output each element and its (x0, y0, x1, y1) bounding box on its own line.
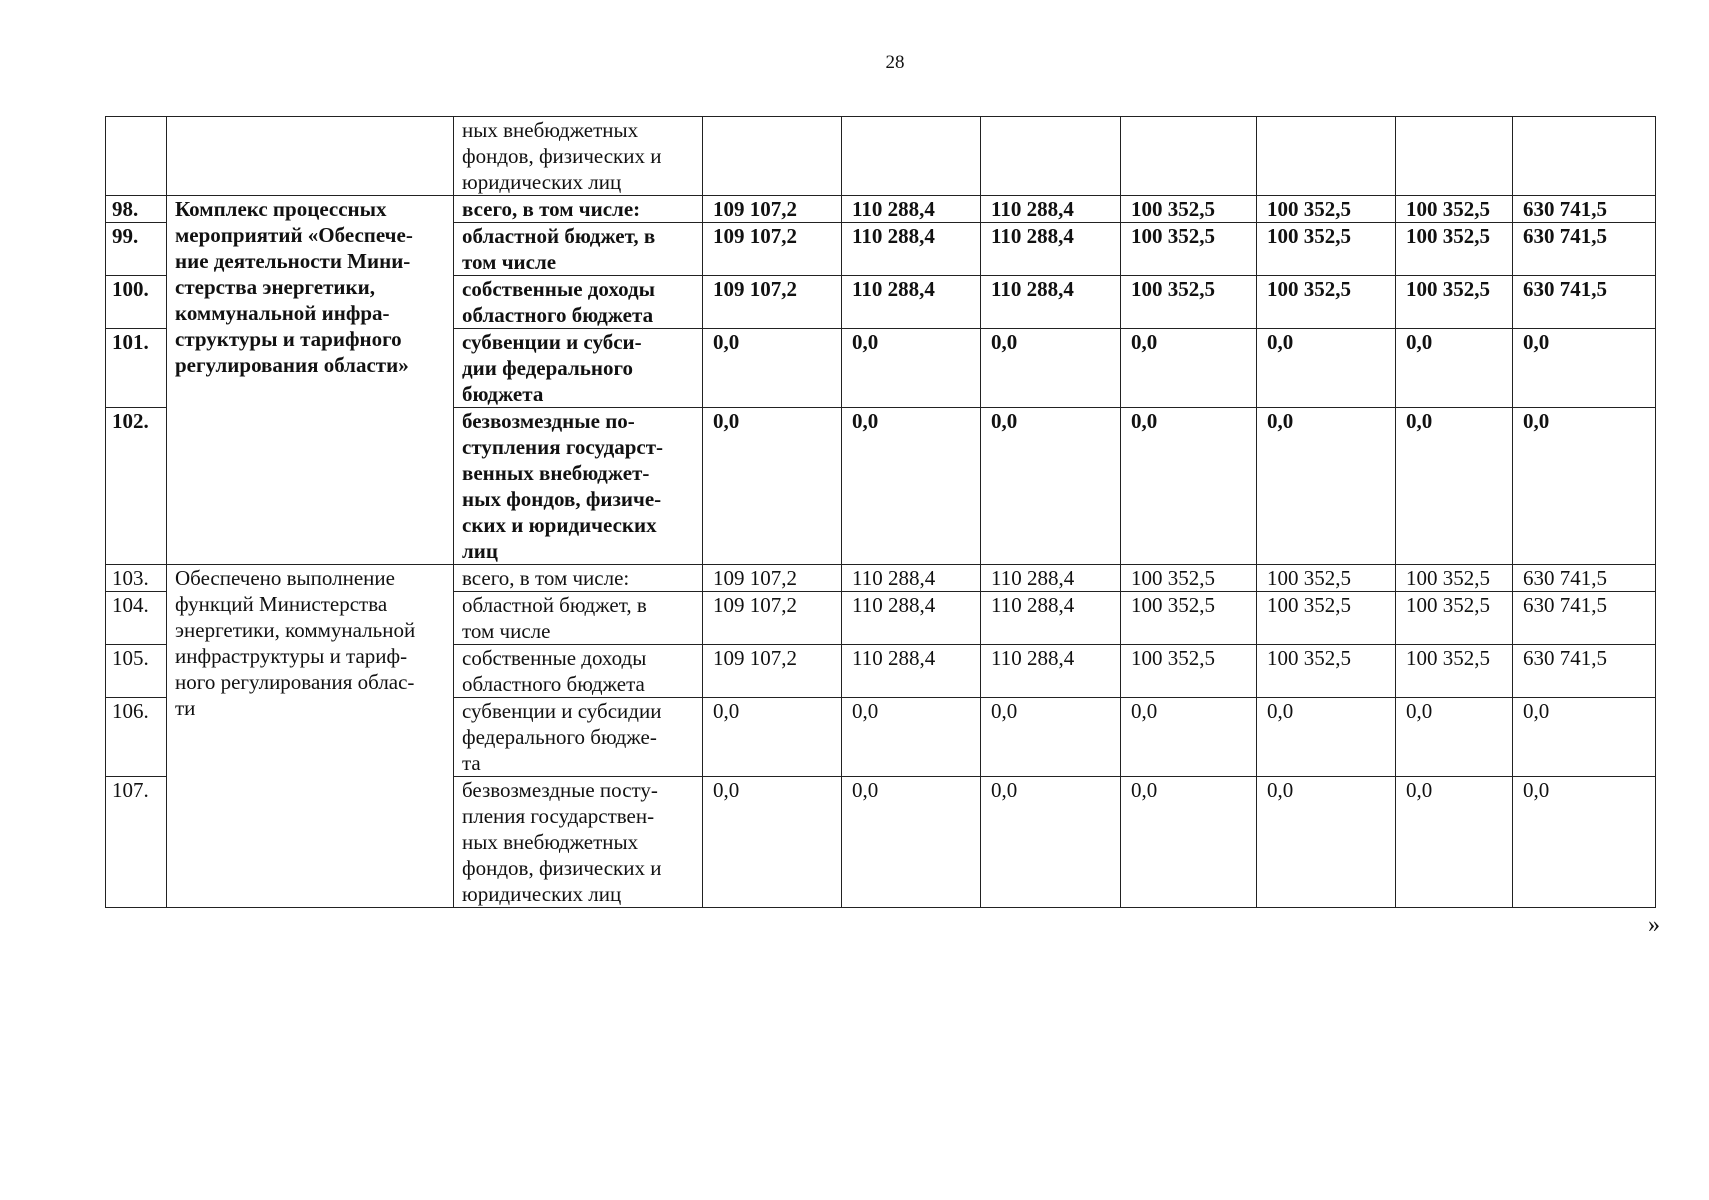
row-description-cell: Комплекс процессных мероприятий «Обеспече- ние деятельности Мини- стерства энергетики, коммунальной инфра- структуры и тарифного регулирования области» (167, 196, 454, 565)
value-cell: 100 352,5 (1257, 645, 1396, 698)
funding-source-cell: собственные доходы областного бюджета (454, 276, 703, 329)
value-cell: 0,0 (703, 408, 842, 565)
table-row (106, 196, 1656, 223)
funding-source-cell: собственные доходы областного бюджета (454, 645, 703, 698)
value-cell: 0,0 (1257, 777, 1396, 908)
row-number-cell: 101. (106, 329, 167, 408)
row-number-cell: 99. (106, 223, 167, 276)
row-number-cell: 98. (106, 196, 167, 223)
funding-source-cell: субвенции и субси- дии федерального бюджета (454, 329, 703, 408)
value-cell: 110 288,4 (981, 276, 1121, 329)
value-cell: 110 288,4 (842, 223, 981, 276)
value-cell: 100 352,5 (1257, 223, 1396, 276)
value-cell: 100 352,5 (1121, 565, 1257, 592)
closing-quote: » (1648, 912, 1660, 938)
value-cell: 0,0 (703, 329, 842, 408)
row-number-cell: 107. (106, 777, 167, 908)
row-number-cell: 100. (106, 276, 167, 329)
funding-source-cell: областной бюджет, в том числе (454, 592, 703, 645)
page-number: 28 (885, 52, 905, 73)
value-cell: 100 352,5 (1121, 645, 1257, 698)
value-cell: 0,0 (703, 777, 842, 908)
value-cell: 100 352,5 (1396, 592, 1513, 645)
table-row (106, 117, 1656, 196)
value-cell: 0,0 (981, 698, 1121, 777)
value-cell: 100 352,5 (1121, 223, 1257, 276)
funding-source-cell: ных внебюджетных фондов, физических и юридических лиц (454, 117, 703, 196)
value-cell: 0,0 (981, 777, 1121, 908)
value-cell: 0,0 (1396, 777, 1513, 908)
value-cell: 0,0 (1257, 408, 1396, 565)
value-cell: 110 288,4 (981, 196, 1121, 223)
funding-source-cell: всего, в том числе: (454, 565, 703, 592)
value-cell: 0,0 (1396, 698, 1513, 777)
value-cell: 0,0 (981, 408, 1121, 565)
value-cell: 630 741,5 (1513, 592, 1656, 645)
value-cell: 100 352,5 (1396, 645, 1513, 698)
funding-source-cell: безвозмездные посту- пления государствен- ных внебюджетных фондов, физических и юридических лиц (454, 777, 703, 908)
value-cell: 0,0 (703, 698, 842, 777)
value-cell: 0,0 (1513, 777, 1656, 908)
value-cell (1513, 117, 1656, 196)
table-row (106, 565, 1656, 592)
row-number-cell (106, 117, 167, 196)
value-cell: 109 107,2 (703, 196, 842, 223)
value-cell (842, 117, 981, 196)
value-cell: 109 107,2 (703, 645, 842, 698)
value-cell: 100 352,5 (1257, 565, 1396, 592)
value-cell: 0,0 (1257, 329, 1396, 408)
value-cell: 100 352,5 (1121, 592, 1257, 645)
value-cell: 0,0 (1396, 408, 1513, 565)
row-number-cell: 103. (106, 565, 167, 592)
value-cell (981, 117, 1121, 196)
value-cell: 100 352,5 (1121, 276, 1257, 329)
value-cell: 100 352,5 (1257, 592, 1396, 645)
table-body (106, 117, 1656, 908)
value-cell: 100 352,5 (1396, 276, 1513, 329)
value-cell: 0,0 (1121, 408, 1257, 565)
value-cell: 110 288,4 (981, 223, 1121, 276)
value-cell: 0,0 (1121, 329, 1257, 408)
value-cell: 0,0 (1396, 329, 1513, 408)
value-cell: 110 288,4 (842, 592, 981, 645)
funding-source-cell: субвенции и субсидии федерального бюдже- та (454, 698, 703, 777)
value-cell: 0,0 (1513, 698, 1656, 777)
value-cell: 630 741,5 (1513, 276, 1656, 329)
value-cell: 630 741,5 (1513, 196, 1656, 223)
value-cell: 630 741,5 (1513, 223, 1656, 276)
value-cell: 100 352,5 (1396, 565, 1513, 592)
value-cell: 110 288,4 (981, 565, 1121, 592)
value-cell: 109 107,2 (703, 565, 842, 592)
value-cell: 109 107,2 (703, 276, 842, 329)
value-cell (1121, 117, 1257, 196)
row-description-cell (167, 117, 454, 196)
value-cell: 110 288,4 (842, 645, 981, 698)
value-cell (703, 117, 842, 196)
value-cell (1257, 117, 1396, 196)
funding-source-cell: безвозмездные по- ступления государст- венных внебюджет- ных фондов, физиче- ских и юридических лиц (454, 408, 703, 565)
funding-source-cell: всего, в том числе: (454, 196, 703, 223)
value-cell: 630 741,5 (1513, 645, 1656, 698)
value-cell: 100 352,5 (1257, 196, 1396, 223)
budget-table (105, 116, 1656, 908)
value-cell: 0,0 (842, 698, 981, 777)
value-cell (1396, 117, 1513, 196)
value-cell: 0,0 (981, 329, 1121, 408)
row-number-cell: 106. (106, 698, 167, 777)
value-cell: 110 288,4 (842, 565, 981, 592)
value-cell: 0,0 (1121, 777, 1257, 908)
value-cell: 100 352,5 (1396, 223, 1513, 276)
value-cell: 100 352,5 (1121, 196, 1257, 223)
value-cell: 110 288,4 (842, 196, 981, 223)
row-number-cell: 102. (106, 408, 167, 565)
value-cell: 0,0 (1257, 698, 1396, 777)
value-cell: 0,0 (1513, 408, 1656, 565)
value-cell: 0,0 (1121, 698, 1257, 777)
value-cell: 110 288,4 (981, 645, 1121, 698)
row-number-cell: 105. (106, 645, 167, 698)
value-cell: 100 352,5 (1396, 196, 1513, 223)
value-cell: 100 352,5 (1257, 276, 1396, 329)
value-cell: 630 741,5 (1513, 565, 1656, 592)
value-cell: 110 288,4 (981, 592, 1121, 645)
value-cell: 110 288,4 (842, 276, 981, 329)
funding-source-cell: областной бюджет, в том числе (454, 223, 703, 276)
value-cell: 0,0 (1513, 329, 1656, 408)
value-cell: 0,0 (842, 329, 981, 408)
value-cell: 0,0 (842, 408, 981, 565)
value-cell: 109 107,2 (703, 592, 842, 645)
value-cell: 0,0 (842, 777, 981, 908)
row-description-cell: Обеспечено выполнение функций Министерства энергетики, коммунальной инфраструктуры и тариф- ного регулирования облас- ти (167, 565, 454, 908)
row-number-cell: 104. (106, 592, 167, 645)
value-cell: 109 107,2 (703, 223, 842, 276)
